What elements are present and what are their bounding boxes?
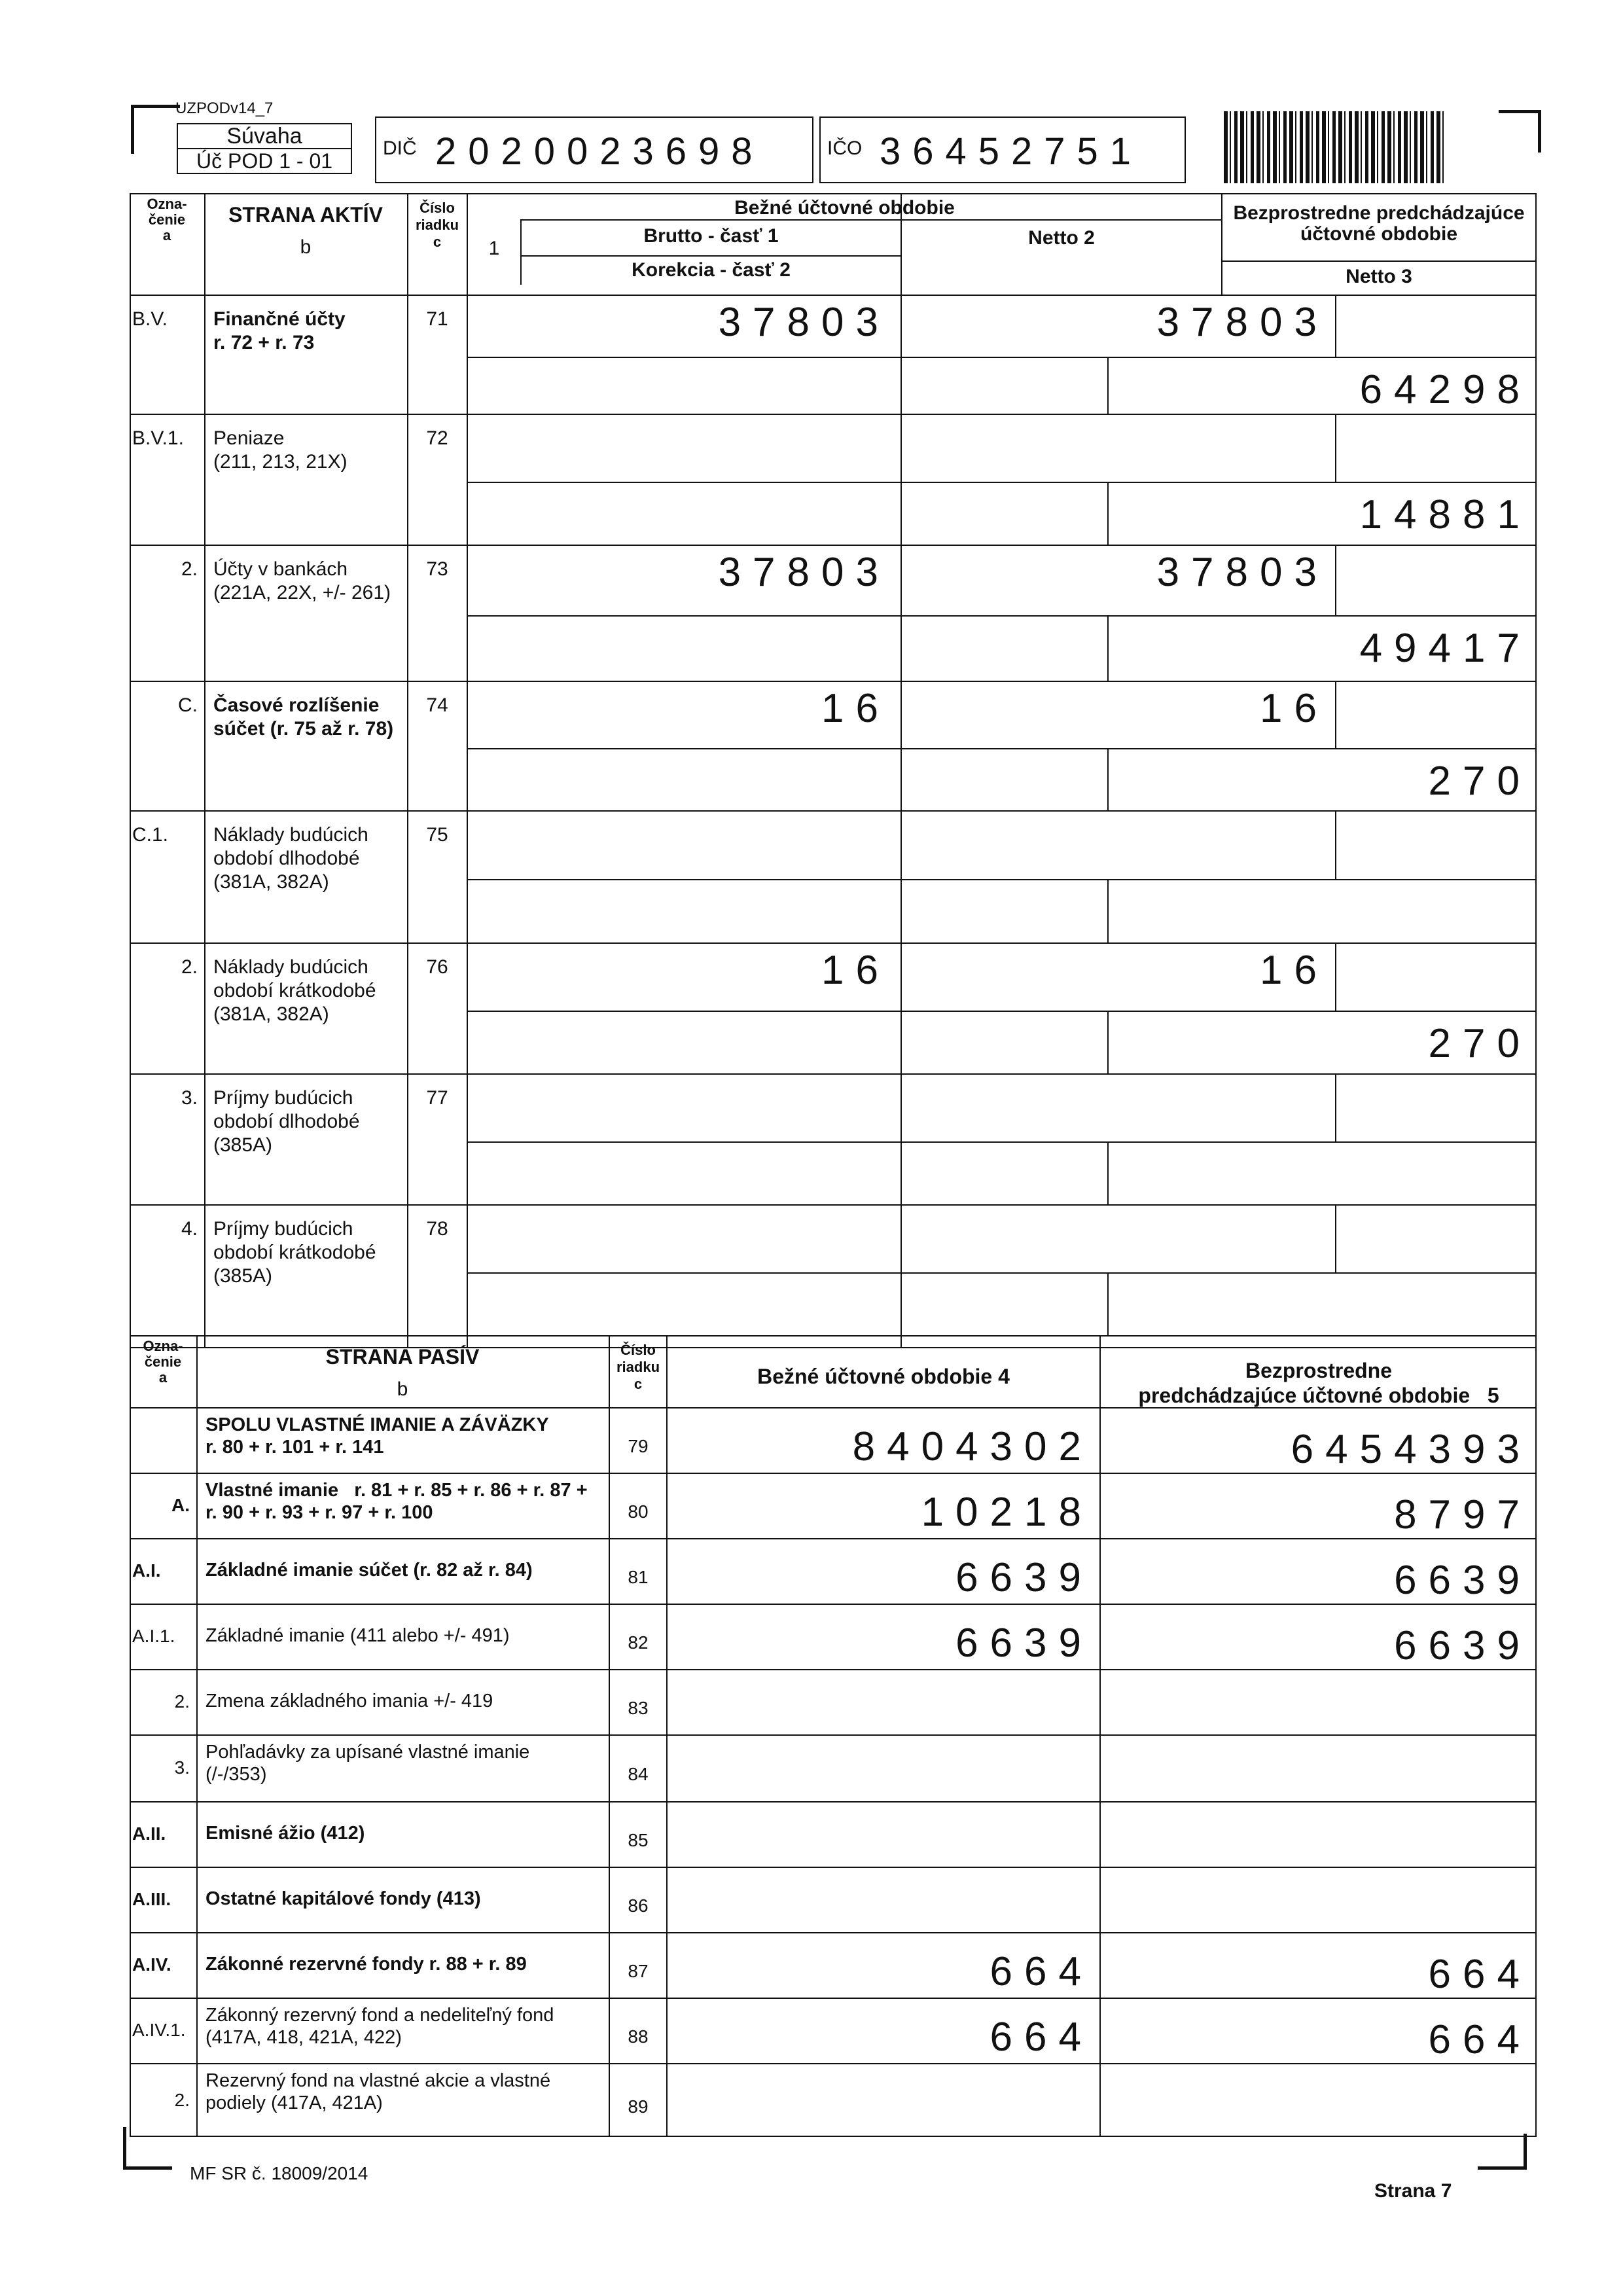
liabilities-col-b-sub: b [397,1378,408,1400]
row-label: Pohľadávky za upísané vlastné imanie (/-/353) [205,1742,530,1785]
row-code: A.I.1. [132,1626,175,1646]
page-number: Strana 7 [1374,2180,1452,2202]
prev-value: 6639 [1394,1623,1531,1668]
row-code: A.I. [132,1560,161,1581]
korekcia-header: Korekcia - časť 2 [632,259,791,281]
corner-mark [1499,110,1541,152]
current-value: 6639 [955,1555,1093,1600]
row-line-number: 71 [426,308,448,330]
row-line-number: 75 [426,824,448,846]
row-line-number: 77 [426,1087,448,1109]
row-label: Zákonné rezervné fondy r. 88 + r. 89 [205,1954,527,1975]
row-code: A.IV. [132,1954,171,1975]
form-code: UZPODv14_7 [175,99,274,117]
row-line-number: 80 [628,1501,649,1522]
barcode [1224,111,1446,183]
row-code: 2. [181,558,198,580]
assets-col-c: Číslo riadku c [415,200,459,250]
prev-netto-value: 14881 [1359,492,1531,537]
row-label: Zmena základného imania +/- 419 [205,1691,493,1712]
period-current: Bežné účtovné obdobie [734,197,955,219]
netto-value: 37803 [1156,300,1329,345]
brutto-value: 37803 [718,300,890,345]
corner-mark [1478,2134,1527,2170]
row-code: B.V.1. [132,427,184,449]
row-line-number: 87 [628,1961,649,1981]
row-code: C.1. [132,824,169,846]
row-code: B.V. [132,308,168,330]
row-label: Účty v bankách (221A, 22X, +/- 261) [213,558,391,603]
prev-netto-value: 49417 [1359,626,1531,671]
row-line-number: 88 [628,2026,649,2047]
assets-col-b-sub: b [300,236,312,258]
form-title-box [177,123,352,174]
row-code: A.II. [132,1823,166,1844]
row-code: A.III. [132,1889,171,1909]
assets-col-1: 1 [488,238,500,259]
row-code: 4. [181,1218,198,1240]
netto-value: 37803 [1156,550,1329,595]
row-line-number: 73 [426,558,448,580]
row-line-number: 74 [426,694,448,716]
row-label: Náklady budúcich období krátkodobé (381A, 382A) [213,956,376,1025]
row-line-number: 83 [628,1698,649,1718]
row-code: 3. [174,1757,190,1778]
row-line-number: 76 [426,956,448,978]
row-line-number: 81 [628,1567,649,1587]
row-label: Príjmy budúcich období dlhodobé (385A) [213,1087,360,1156]
row-line-number: 84 [628,1764,649,1784]
dic-label: DIČ [383,137,417,159]
form-sub: Úč POD 1 - 01 [178,148,351,173]
corner-mark [131,105,180,154]
row-label: Časové rozlíšenie súčet (r. 75 až r. 78) [213,694,394,740]
ico-box [819,117,1186,183]
assets-col-a: Ozna- čenie a [147,196,187,243]
prev-value: 664 [1428,1952,1531,1997]
row-label: Základné imanie (411 alebo +/- 491) [205,1625,510,1646]
row-label: Náklady budúcich období dlhodobé (381A, 382A) [213,824,368,893]
current-value: 664 [990,2015,1093,2060]
row-code: A.IV.1. [132,2020,186,2040]
row-label: Rezervný fond na vlastné akcie a vlastné podiely (417A, 421A) [205,2070,551,2113]
row-code: 2. [174,1691,190,1712]
prev-netto-value: 64298 [1359,367,1531,412]
netto-value: 16 [1260,686,1329,731]
current-value: 664 [990,1949,1093,1994]
row-code: C. [178,694,198,716]
current-value: 8404302 [852,1424,1093,1469]
liabilities-col-a: Ozna- čenie a [143,1338,183,1386]
row-code: 2. [181,956,198,978]
row-line-number: 78 [426,1218,448,1240]
row-code: 2. [174,2090,190,2110]
row-label: Základné imanie súčet (r. 82 až r. 84) [205,1560,533,1581]
row-line-number: 82 [628,1632,649,1653]
liabilities-col-c: Číslo riadku c [616,1342,660,1392]
prev-value: 8797 [1394,1492,1531,1537]
prev-value: 664 [1428,2017,1531,2062]
liabilities-col-b-title: STRANA PASÍV [325,1345,480,1369]
row-line-number: 85 [628,1830,649,1850]
ico-value: 36452751 [880,130,1143,173]
brutto-value: 37803 [718,550,890,595]
row-label: Finančné účty r. 72 + r. 73 [213,308,346,353]
prev-netto-value: 270 [1428,759,1531,804]
brutto-value: 16 [821,686,890,731]
ico-label: IČO [827,137,863,159]
row-line-number: 72 [426,427,448,449]
form-name: Súvaha [226,124,302,149]
row-label: Príjmy budúcich období krátkodobé (385A) [213,1218,376,1287]
assets-col-b-title: STRANA AKTÍV [228,203,383,226]
brutto-value: 16 [821,948,890,993]
row-label: Emisné ážio (412) [205,1823,365,1844]
dic-box [375,117,813,183]
row-line-number: 89 [628,2096,649,2117]
row-label: Ostatné kapitálové fondy (413) [205,1888,481,1909]
netto3-header: Netto 3 [1346,266,1412,287]
row-label: SPOLU VLASTNÉ IMANIE A ZÁVÄZKY r. 80 + r. 101 + r. 141 [205,1414,549,1458]
col-5-header: Bezprostredne predchádzajúce účtovné obdobie 5 [1138,1359,1499,1407]
brutto-header: Brutto - časť 1 [643,225,779,247]
row-code: 3. [181,1087,198,1109]
netto-value: 16 [1260,948,1329,993]
netto-header: Netto 2 [1028,227,1095,249]
row-line-number: 86 [628,1895,649,1916]
prev-period-header: Bezprostredne predchádzajúce účtovné obdobie [1233,202,1525,245]
row-line-number: 79 [628,1436,649,1456]
col-4-header: Bežné účtovné obdobie 4 [757,1365,1010,1388]
prev-value: 6454393 [1291,1427,1531,1472]
row-label: Zákonný rezervný fond a nedeliteľný fond (417A, 418, 421A, 422) [205,2005,554,2048]
dic-value: 2020023698 [435,130,764,173]
row-label: Peniaze (211, 213, 21X) [213,427,348,473]
ministry-ref: MF SR č. 18009/2014 [190,2163,368,2183]
row-label: Vlastné imanie r. 81 + r. 85 + r. 86 + r. 87 + r. 90 + r. 93 + r. 97 + r. 100 [205,1480,588,1523]
prev-netto-value: 270 [1428,1021,1531,1066]
prev-value: 6639 [1394,1558,1531,1603]
current-value: 6639 [955,1621,1093,1666]
row-code: A. [171,1495,190,1515]
current-value: 10218 [921,1490,1093,1535]
